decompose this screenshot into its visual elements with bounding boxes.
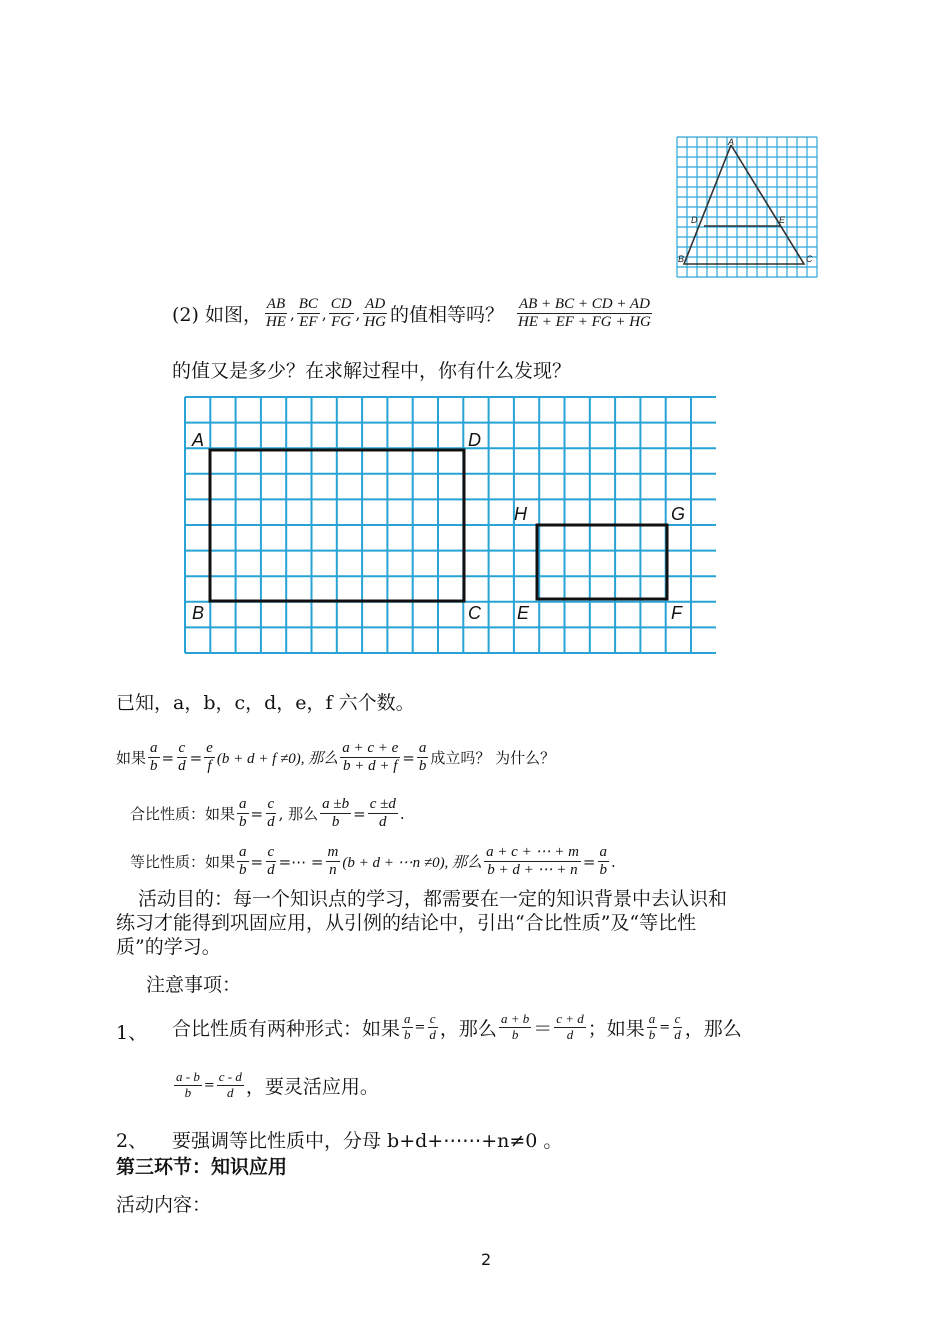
label-E: E — [779, 215, 786, 225]
question2-line1: (2) 如图， $\frac{AB}{HE}$ , $\frac{BC}{EF}$ , $\frac{CD}{FG}$ , $\frac{AD}{HG}$ 的值相等吗？ $\frac{AB + BC + CD + AD}{HE + EF + FG + HG}$ — [172, 296, 651, 331]
notes-title: 注意事项： — [146, 974, 242, 996]
label-rect-E: E — [517, 603, 530, 623]
f1-a-b: $\frac{a}{b}$ — [150, 740, 158, 775]
label-rect-A: A — [192, 430, 205, 450]
note1-line1: 合比性质有两种形式：如果 $\frac{a}{b}$ = $\frac{c}{d}$ ，那么 $\frac{a + b}{b}$ ＝ $\frac{c + d}{d}$ ；如果 $\frac{a}{b}$ = $\frac{c}{d}$ ，那么 — [172, 1011, 742, 1042]
fraction-ad-hg: $\frac{AD}{HG}$ — [364, 296, 386, 331]
known-line: 已知，a，b，c，d，e，f 六个数。 — [116, 692, 415, 714]
fraction-ab-he: $\frac{AB}{HE}$ — [265, 296, 286, 331]
question2-middle: 的值相等吗？ — [390, 304, 505, 327]
label-rect-H: H — [514, 504, 527, 524]
section-title: 第三环节：知识应用 — [116, 1156, 288, 1178]
triangle-grid-figure — [676, 136, 821, 278]
fraction-bc-ef: $\frac{BC}{EF}$ — [298, 296, 318, 331]
note1-line2: $\frac{a - b}{b}$ = $\frac{c - d}{d}$ ，要灵活应用。 — [176, 1069, 379, 1100]
purpose-line3: 质”的学习。 — [116, 936, 221, 958]
question2-prefix: (2) 如图， — [172, 304, 262, 327]
label-rect-B: B — [192, 603, 205, 623]
f1-c-d: $\frac{c}{d}$ — [178, 740, 186, 775]
question2-line2: 的值又是多少？在求解过程中，你有什么发现？ — [172, 360, 572, 382]
f1-a-b-2: $\frac{a}{b}$ — [418, 740, 427, 775]
rectangles-grid-figure — [184, 396, 719, 656]
label-rect-D: D — [468, 430, 481, 450]
f1-e-f: $\frac{e}{f}$ — [206, 740, 213, 775]
page-number: 2 — [481, 1250, 492, 1269]
formula2: 合比性质：如果 $\frac{a}{b}$ = $\frac{c}{d}$ , 那么 $\frac{a \pm b}{b}$ = $\frac{c \pm d}{d}$ . — [130, 796, 405, 831]
label-A: A — [728, 137, 735, 147]
label-D: D — [691, 215, 698, 225]
activity-content: 活动内容： — [116, 1194, 212, 1216]
label-rect-C: C — [468, 603, 481, 623]
f1-sum: $\frac{a + c + e}{b + d + f}$ — [342, 740, 399, 775]
formula1: 如果 $\frac{a}{b}$ = $\frac{c}{d}$ = $\frac{e}{f}$ (b + d + f ≠0), 那么 $\frac{a + c + e}{b + d + f}$ = $\frac{a}{b}$ 成立吗？ 为什么？ — [116, 740, 556, 775]
formula3: 等比性质：如果 $\frac{a}{b}$ = $\frac{c}{d}$ =⋯ = $\frac{m}{n}$ (b + d + ⋯n ≠0), 那么 $\frac{a + c + \cdots + m}{b + d + \cdots + n}$ = $\frac{a}{b}$ . — [130, 844, 616, 879]
fraction-cd-fg: $\frac{CD}{FG}$ — [330, 296, 352, 331]
label-C: C — [806, 254, 813, 264]
purpose-line1: 活动目的：每一个知识点的学习，都需要在一定的知识背景中去认识和 — [138, 888, 728, 910]
note1-number: 1、 — [116, 1022, 148, 1044]
label-rect-F: F — [671, 603, 682, 623]
note2-text: 要强调等比性质中，分母 b+d+⋯⋯+n≠0 。 — [172, 1130, 563, 1152]
note2-number: 2、 — [116, 1130, 148, 1152]
purpose-line2: 练习才能得到巩固应用，从引例的结论中，引出“合比性质”及“等比性 — [116, 912, 697, 934]
label-B: B — [678, 254, 685, 264]
sum-fraction: $\frac{AB + BC + CD + AD}{HE + EF + FG + HG}$ — [518, 296, 651, 331]
label-rect-G: G — [671, 504, 686, 524]
